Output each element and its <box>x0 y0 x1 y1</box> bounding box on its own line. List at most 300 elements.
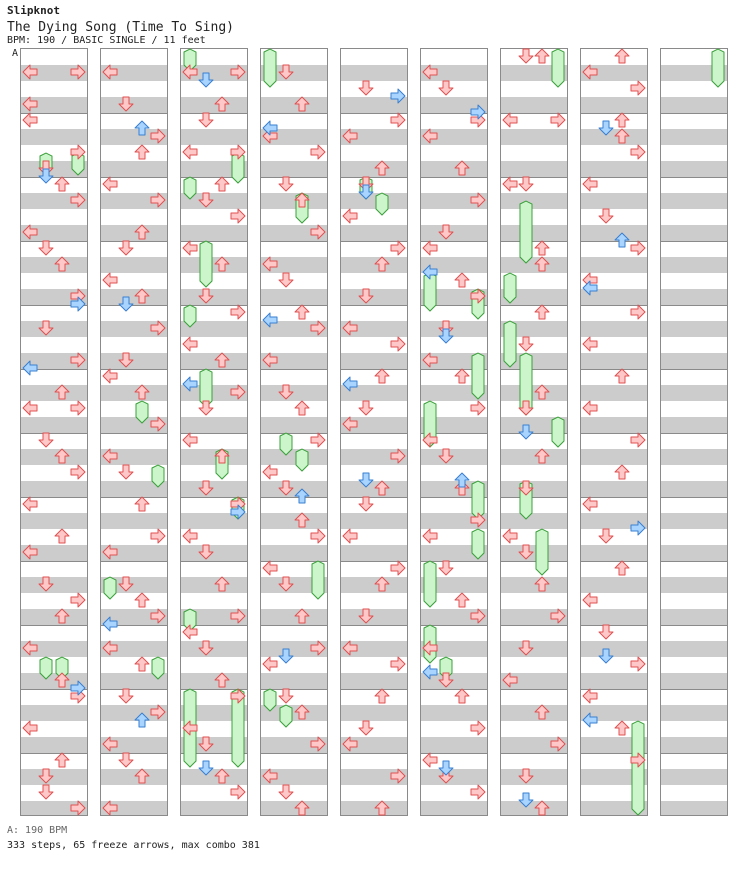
quarter-note-arrow <box>310 144 326 160</box>
beat-stripe <box>501 193 567 209</box>
quarter-note-arrow <box>390 240 406 256</box>
quarter-note-arrow <box>502 112 518 128</box>
quarter-note-arrow <box>422 64 438 80</box>
eighth-note-arrow <box>614 232 630 248</box>
quarter-note-arrow <box>134 592 150 608</box>
freeze-arrow <box>550 416 566 448</box>
beat-stripe <box>581 449 647 465</box>
eighth-note-arrow <box>70 680 86 696</box>
quarter-note-arrow <box>294 608 310 624</box>
quarter-note-arrow <box>198 400 214 416</box>
measure-line <box>21 561 87 562</box>
beat-stripe <box>581 257 647 273</box>
quarter-note-arrow <box>262 768 278 784</box>
beat-stripe <box>661 705 727 721</box>
measure-line <box>261 113 327 114</box>
quarter-note-arrow <box>150 192 166 208</box>
quarter-note-arrow <box>550 608 566 624</box>
eighth-note-arrow <box>438 328 454 344</box>
quarter-note-arrow <box>518 640 534 656</box>
quarter-note-arrow <box>374 576 390 592</box>
quarter-note-arrow <box>22 496 38 512</box>
quarter-note-arrow <box>38 576 54 592</box>
beat-stripe <box>341 705 407 721</box>
song-title: The Dying Song (Time To Sing) <box>7 20 234 35</box>
beat-stripe <box>501 225 567 241</box>
quarter-note-arrow <box>454 368 470 384</box>
eighth-note-arrow <box>118 296 134 312</box>
beat-stripe <box>181 417 247 433</box>
beat-stripe <box>21 513 87 529</box>
beat-stripe <box>661 161 727 177</box>
eighth-note-arrow <box>342 376 358 392</box>
quarter-note-arrow <box>198 192 214 208</box>
freeze-arrow <box>182 304 198 328</box>
quarter-note-arrow <box>230 208 246 224</box>
quarter-note-arrow <box>118 96 134 112</box>
quarter-note-arrow <box>102 544 118 560</box>
quarter-note-arrow <box>502 672 518 688</box>
measure-line <box>101 433 167 434</box>
beat-stripe <box>661 737 727 753</box>
quarter-note-arrow <box>54 752 70 768</box>
quarter-note-arrow <box>470 400 486 416</box>
quarter-note-arrow <box>118 240 134 256</box>
quarter-note-arrow <box>582 688 598 704</box>
freeze-arrow <box>710 48 726 88</box>
measure-line <box>261 177 327 178</box>
beat-stripe <box>581 161 647 177</box>
quarter-note-arrow <box>230 384 246 400</box>
quarter-note-arrow <box>214 256 230 272</box>
quarter-note-arrow <box>614 464 630 480</box>
quarter-note-arrow <box>534 48 550 64</box>
quarter-note-arrow <box>70 592 86 608</box>
quarter-note-arrow <box>422 528 438 544</box>
freeze-arrow <box>470 528 486 560</box>
quarter-note-arrow <box>294 512 310 528</box>
quarter-note-arrow <box>278 272 294 288</box>
measure-line <box>661 689 727 690</box>
beat-stripe <box>421 225 487 241</box>
quarter-note-arrow <box>534 304 550 320</box>
quarter-note-arrow <box>262 560 278 576</box>
beat-stripe <box>341 513 407 529</box>
footer-bpm: A: 190 BPM <box>7 825 68 836</box>
quarter-note-arrow <box>310 736 326 752</box>
beat-stripe <box>581 385 647 401</box>
quarter-note-arrow <box>182 720 198 736</box>
quarter-note-arrow <box>550 736 566 752</box>
quarter-note-arrow <box>118 352 134 368</box>
beat-stripe <box>581 417 647 433</box>
quarter-note-arrow <box>150 128 166 144</box>
quarter-note-arrow <box>102 736 118 752</box>
measure-line <box>341 625 407 626</box>
beat-stripe <box>21 321 87 337</box>
freeze-arrow <box>150 464 166 488</box>
measure-line <box>101 241 167 242</box>
quarter-note-arrow <box>230 608 246 624</box>
beat-stripe <box>501 641 567 657</box>
quarter-note-arrow <box>582 592 598 608</box>
quarter-note-arrow <box>278 784 294 800</box>
eighth-note-arrow <box>294 488 310 504</box>
quarter-note-arrow <box>390 560 406 576</box>
beat-stripe <box>661 129 727 145</box>
quarter-note-arrow <box>374 368 390 384</box>
quarter-note-arrow <box>22 96 38 112</box>
quarter-note-arrow <box>134 224 150 240</box>
quarter-note-arrow <box>582 176 598 192</box>
quarter-note-arrow <box>278 64 294 80</box>
beat-stripe <box>661 449 727 465</box>
eighth-note-arrow <box>582 712 598 728</box>
beat-stripe <box>341 289 407 305</box>
measure-line <box>101 689 167 690</box>
quarter-note-arrow <box>438 224 454 240</box>
chart-column <box>660 48 728 816</box>
quarter-note-arrow <box>38 768 54 784</box>
beat-stripe <box>21 481 87 497</box>
quarter-note-arrow <box>390 336 406 352</box>
quarter-note-arrow <box>534 448 550 464</box>
quarter-note-arrow <box>374 480 390 496</box>
quarter-note-arrow <box>262 256 278 272</box>
quarter-note-arrow <box>214 768 230 784</box>
quarter-note-arrow <box>214 352 230 368</box>
quarter-note-arrow <box>342 528 358 544</box>
freeze-arrow <box>134 400 150 424</box>
quarter-note-arrow <box>294 704 310 720</box>
eighth-note-arrow <box>470 104 486 120</box>
beat-stripe <box>581 353 647 369</box>
freeze-arrow <box>182 176 198 200</box>
quarter-note-arrow <box>70 64 86 80</box>
measure-line <box>21 625 87 626</box>
quarter-note-arrow <box>22 720 38 736</box>
quarter-note-arrow <box>278 480 294 496</box>
quarter-note-arrow <box>534 256 550 272</box>
beat-stripe <box>661 801 727 816</box>
beat-stripe <box>581 545 647 561</box>
quarter-note-arrow <box>22 640 38 656</box>
quarter-note-arrow <box>102 800 118 816</box>
quarter-note-arrow <box>614 112 630 128</box>
measure-line <box>501 625 567 626</box>
quarter-note-arrow <box>630 240 646 256</box>
quarter-note-arrow <box>342 640 358 656</box>
quarter-note-arrow <box>230 784 246 800</box>
measure-line <box>421 177 487 178</box>
beat-stripe <box>661 385 727 401</box>
beat-stripe <box>581 673 647 689</box>
quarter-note-arrow <box>294 400 310 416</box>
measure-line <box>181 369 247 370</box>
beat-stripe <box>101 161 167 177</box>
beat-stripe <box>501 769 567 785</box>
beat-stripe <box>341 225 407 241</box>
quarter-note-arrow <box>214 576 230 592</box>
measure-line <box>341 753 407 754</box>
quarter-note-arrow <box>182 240 198 256</box>
quarter-note-arrow <box>54 528 70 544</box>
beat-stripe <box>501 513 567 529</box>
beat-stripe <box>661 97 727 113</box>
beat-stripe <box>261 417 327 433</box>
measure-line <box>661 433 727 434</box>
quarter-note-arrow <box>438 80 454 96</box>
eighth-note-arrow <box>390 88 406 104</box>
measure-line <box>581 625 647 626</box>
eighth-note-arrow <box>22 360 38 376</box>
measure-line <box>101 305 167 306</box>
beat-stripe <box>341 545 407 561</box>
quarter-note-arrow <box>502 528 518 544</box>
beat-stripe <box>341 673 407 689</box>
freeze-arrow <box>502 272 518 304</box>
measure-line <box>101 753 167 754</box>
quarter-note-arrow <box>198 288 214 304</box>
quarter-note-arrow <box>358 400 374 416</box>
beat-stripe <box>181 641 247 657</box>
quarter-note-arrow <box>182 144 198 160</box>
quarter-note-arrow <box>102 176 118 192</box>
quarter-note-arrow <box>454 272 470 288</box>
beat-stripe <box>181 289 247 305</box>
measure-line <box>261 241 327 242</box>
quarter-note-arrow <box>262 352 278 368</box>
quarter-note-arrow <box>198 736 214 752</box>
beat-stripe <box>661 417 727 433</box>
beat-stripe <box>261 161 327 177</box>
quarter-note-arrow <box>454 592 470 608</box>
measure-line <box>661 625 727 626</box>
quarter-note-arrow <box>278 688 294 704</box>
freeze-arrow <box>102 576 118 600</box>
beat-stripe <box>421 705 487 721</box>
freeze-arrow <box>150 656 166 680</box>
quarter-note-arrow <box>582 64 598 80</box>
beat-stripe <box>581 609 647 625</box>
quarter-note-arrow <box>598 208 614 224</box>
beat-stripe <box>661 513 727 529</box>
eighth-note-arrow <box>230 504 246 520</box>
freeze-arrow <box>422 560 438 608</box>
measure-line <box>661 497 727 498</box>
beat-stripe <box>501 161 567 177</box>
measure-line <box>181 561 247 562</box>
quarter-note-arrow <box>214 96 230 112</box>
quarter-note-arrow <box>134 144 150 160</box>
beat-stripe <box>21 737 87 753</box>
quarter-note-arrow <box>630 656 646 672</box>
quarter-note-arrow <box>150 528 166 544</box>
quarter-note-arrow <box>182 64 198 80</box>
quarter-note-arrow <box>134 288 150 304</box>
beat-stripe <box>421 769 487 785</box>
chart-column <box>100 48 168 816</box>
beat-stripe <box>341 65 407 81</box>
beat-stripe <box>501 129 567 145</box>
quarter-note-arrow <box>38 784 54 800</box>
quarter-note-arrow <box>518 336 534 352</box>
beat-stripe <box>501 481 567 497</box>
quarter-note-arrow <box>630 432 646 448</box>
beat-stripe <box>581 481 647 497</box>
eighth-note-arrow <box>518 424 534 440</box>
beat-stripe <box>661 577 727 593</box>
beat-stripe <box>181 225 247 241</box>
quarter-note-arrow <box>22 400 38 416</box>
quarter-note-arrow <box>598 528 614 544</box>
eighth-note-arrow <box>182 376 198 392</box>
quarter-note-arrow <box>150 320 166 336</box>
quarter-note-arrow <box>54 608 70 624</box>
freeze-arrow <box>550 48 566 88</box>
quarter-note-arrow <box>438 560 454 576</box>
measure-line <box>501 369 567 370</box>
quarter-note-arrow <box>438 448 454 464</box>
quarter-note-arrow <box>54 256 70 272</box>
quarter-note-arrow <box>102 640 118 656</box>
quarter-note-arrow <box>182 528 198 544</box>
eighth-note-arrow <box>518 792 534 808</box>
quarter-note-arrow <box>22 544 38 560</box>
measure-line <box>661 241 727 242</box>
beat-stripe <box>21 769 87 785</box>
freeze-arrow <box>278 704 294 728</box>
quarter-note-arrow <box>182 432 198 448</box>
freeze-arrow <box>470 352 486 400</box>
quarter-note-arrow <box>342 128 358 144</box>
quarter-note-arrow <box>278 576 294 592</box>
footer-stats: 333 steps, 65 freeze arrows, max combo 381 <box>7 840 260 851</box>
measure-line <box>661 753 727 754</box>
quarter-note-arrow <box>262 656 278 672</box>
quarter-note-arrow <box>102 368 118 384</box>
eighth-note-arrow <box>598 120 614 136</box>
quarter-note-arrow <box>22 224 38 240</box>
quarter-note-arrow <box>358 496 374 512</box>
quarter-note-arrow <box>230 688 246 704</box>
quarter-note-arrow <box>422 128 438 144</box>
quarter-note-arrow <box>422 240 438 256</box>
beat-stripe <box>581 193 647 209</box>
quarter-note-arrow <box>470 784 486 800</box>
quarter-note-arrow <box>198 544 214 560</box>
eighth-note-arrow <box>582 280 598 296</box>
quarter-note-arrow <box>102 64 118 80</box>
beat-stripe <box>661 193 727 209</box>
quarter-note-arrow <box>310 320 326 336</box>
eighth-note-arrow <box>134 120 150 136</box>
quarter-note-arrow <box>134 384 150 400</box>
freeze-arrow <box>502 320 518 368</box>
quarter-note-arrow <box>198 112 214 128</box>
quarter-note-arrow <box>534 240 550 256</box>
quarter-note-arrow <box>470 192 486 208</box>
quarter-note-arrow <box>70 352 86 368</box>
quarter-note-arrow <box>454 160 470 176</box>
quarter-note-arrow <box>70 400 86 416</box>
eighth-note-arrow <box>134 712 150 728</box>
quarter-note-arrow <box>342 208 358 224</box>
measure-line <box>661 177 727 178</box>
quarter-note-arrow <box>214 448 230 464</box>
quarter-note-arrow <box>150 608 166 624</box>
quarter-note-arrow <box>230 304 246 320</box>
beat-stripe <box>661 225 727 241</box>
quarter-note-arrow <box>54 672 70 688</box>
measure-line <box>341 305 407 306</box>
quarter-note-arrow <box>422 640 438 656</box>
quarter-note-arrow <box>182 624 198 640</box>
quarter-note-arrow <box>118 752 134 768</box>
quarter-note-arrow <box>630 144 646 160</box>
beat-stripe <box>261 545 327 561</box>
eighth-note-arrow <box>38 168 54 184</box>
beat-stripe <box>581 321 647 337</box>
artist-name: Slipknot <box>7 4 60 17</box>
quarter-note-arrow <box>518 400 534 416</box>
beat-stripe <box>581 97 647 113</box>
eighth-note-arrow <box>422 264 438 280</box>
quarter-note-arrow <box>22 112 38 128</box>
eighth-note-arrow <box>358 472 374 488</box>
quarter-note-arrow <box>422 352 438 368</box>
quarter-note-arrow <box>614 128 630 144</box>
freeze-arrow <box>310 560 326 600</box>
measure-line <box>261 625 327 626</box>
quarter-note-arrow <box>470 720 486 736</box>
measure-line <box>661 561 727 562</box>
beat-stripe <box>661 769 727 785</box>
quarter-note-arrow <box>582 496 598 512</box>
quarter-note-arrow <box>614 368 630 384</box>
quarter-note-arrow <box>310 224 326 240</box>
beat-stripe <box>21 705 87 721</box>
beat-stripe <box>261 673 327 689</box>
beat-stripe <box>181 545 247 561</box>
beat-stripe <box>101 513 167 529</box>
eighth-note-arrow <box>262 312 278 328</box>
beat-stripe <box>341 353 407 369</box>
freeze-arrow <box>630 720 646 816</box>
beat-stripe <box>661 353 727 369</box>
measure-line <box>661 305 727 306</box>
eighth-note-arrow <box>630 520 646 536</box>
freeze-arrow <box>294 448 310 472</box>
quarter-note-arrow <box>102 272 118 288</box>
bpm-marker-label: A <box>12 48 19 59</box>
beat-stripe <box>421 801 487 816</box>
quarter-note-arrow <box>182 336 198 352</box>
freeze-arrow <box>534 528 550 576</box>
quarter-note-arrow <box>198 640 214 656</box>
quarter-note-arrow <box>22 64 38 80</box>
quarter-note-arrow <box>438 672 454 688</box>
eighth-note-arrow <box>198 760 214 776</box>
eighth-note-arrow <box>454 472 470 488</box>
quarter-note-arrow <box>294 800 310 816</box>
eighth-note-arrow <box>102 616 118 632</box>
quarter-note-arrow <box>518 544 534 560</box>
beat-stripe <box>341 609 407 625</box>
measure-line <box>261 369 327 370</box>
quarter-note-arrow <box>502 176 518 192</box>
quarter-note-arrow <box>70 800 86 816</box>
